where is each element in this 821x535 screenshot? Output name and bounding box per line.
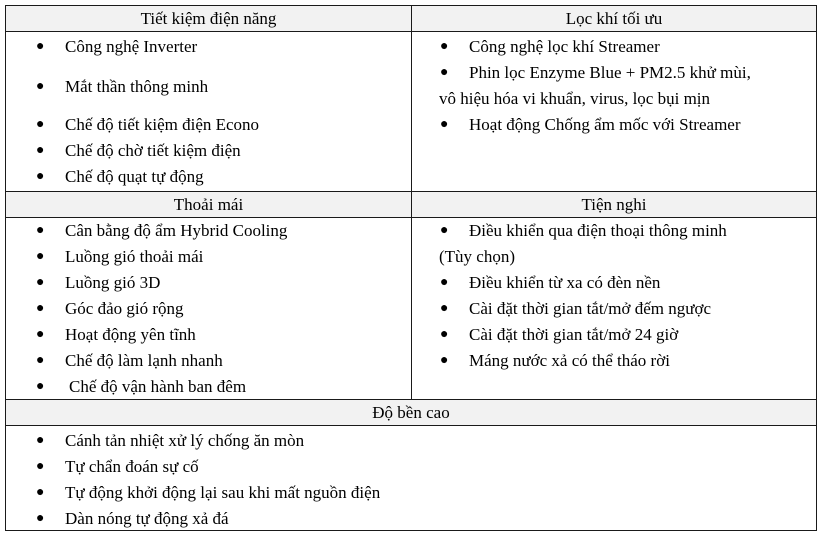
header-comfort: Thoải mái bbox=[6, 192, 411, 217]
header-durability: Độ bền cao bbox=[6, 400, 816, 425]
header-energy: Tiết kiệm điện năng bbox=[6, 6, 411, 31]
list-item-continuation: vô hiệu hóa vi khuẩn, virus, lọc bụi mịn bbox=[439, 89, 711, 108]
divider bbox=[6, 425, 816, 426]
header-air: Lọc khí tối ưu bbox=[412, 6, 816, 31]
list-item-continuation: (Tùy chọn) bbox=[439, 247, 516, 266]
header-convenience: Tiện nghi bbox=[412, 192, 816, 217]
feature-table: Tiết kiệm điện năng Lọc khí tối ưu Thoải mái Tiện nghi Độ bền cao ● Công nghệ Inverter ● Mắt thần thông minh ● Chế độ tiết kiệm điện Econo ● Chế độ chờ tiết kiệm điện ● Chế độ quạt tự động ● Công nghệ lọc khí Streamer ● Phin lọc Enzyme Blue + PM2.5 khử mùi, vô hiệu hóa vi khuẩn, virus, lọc bụi mịn ● Hoạt động Chống ẩm mốc với Streamer ● Cân bằng độ ẩm Hybrid Cooling ● Luồng gió thoải mái ● Luồng gió 3D ● Góc đảo gió rộng ● Hoạt động yên tĩnh ● Chế độ làm lạnh nhanh ● Chế độ vận hành ban đêm ● Điều khiển qua điện thoại thông minh (Tùy chọn) ● Điều khiển từ xa có đèn nền ● Cài đặt thời gian tắt/mở đếm ngược ● Cài đặt thời gian tắt/mở 24 giờ ● Máng nước xả có thể tháo rời ● Cánh tản nhiệt xử lý chống ăn mòn ● Tự chẩn đoán sự cố ● Tự động khởi động lại sau khi mất nguồn điện ● Dàn nóng tự động xả đá bbox=[5, 5, 817, 531]
divider bbox=[411, 6, 412, 399]
